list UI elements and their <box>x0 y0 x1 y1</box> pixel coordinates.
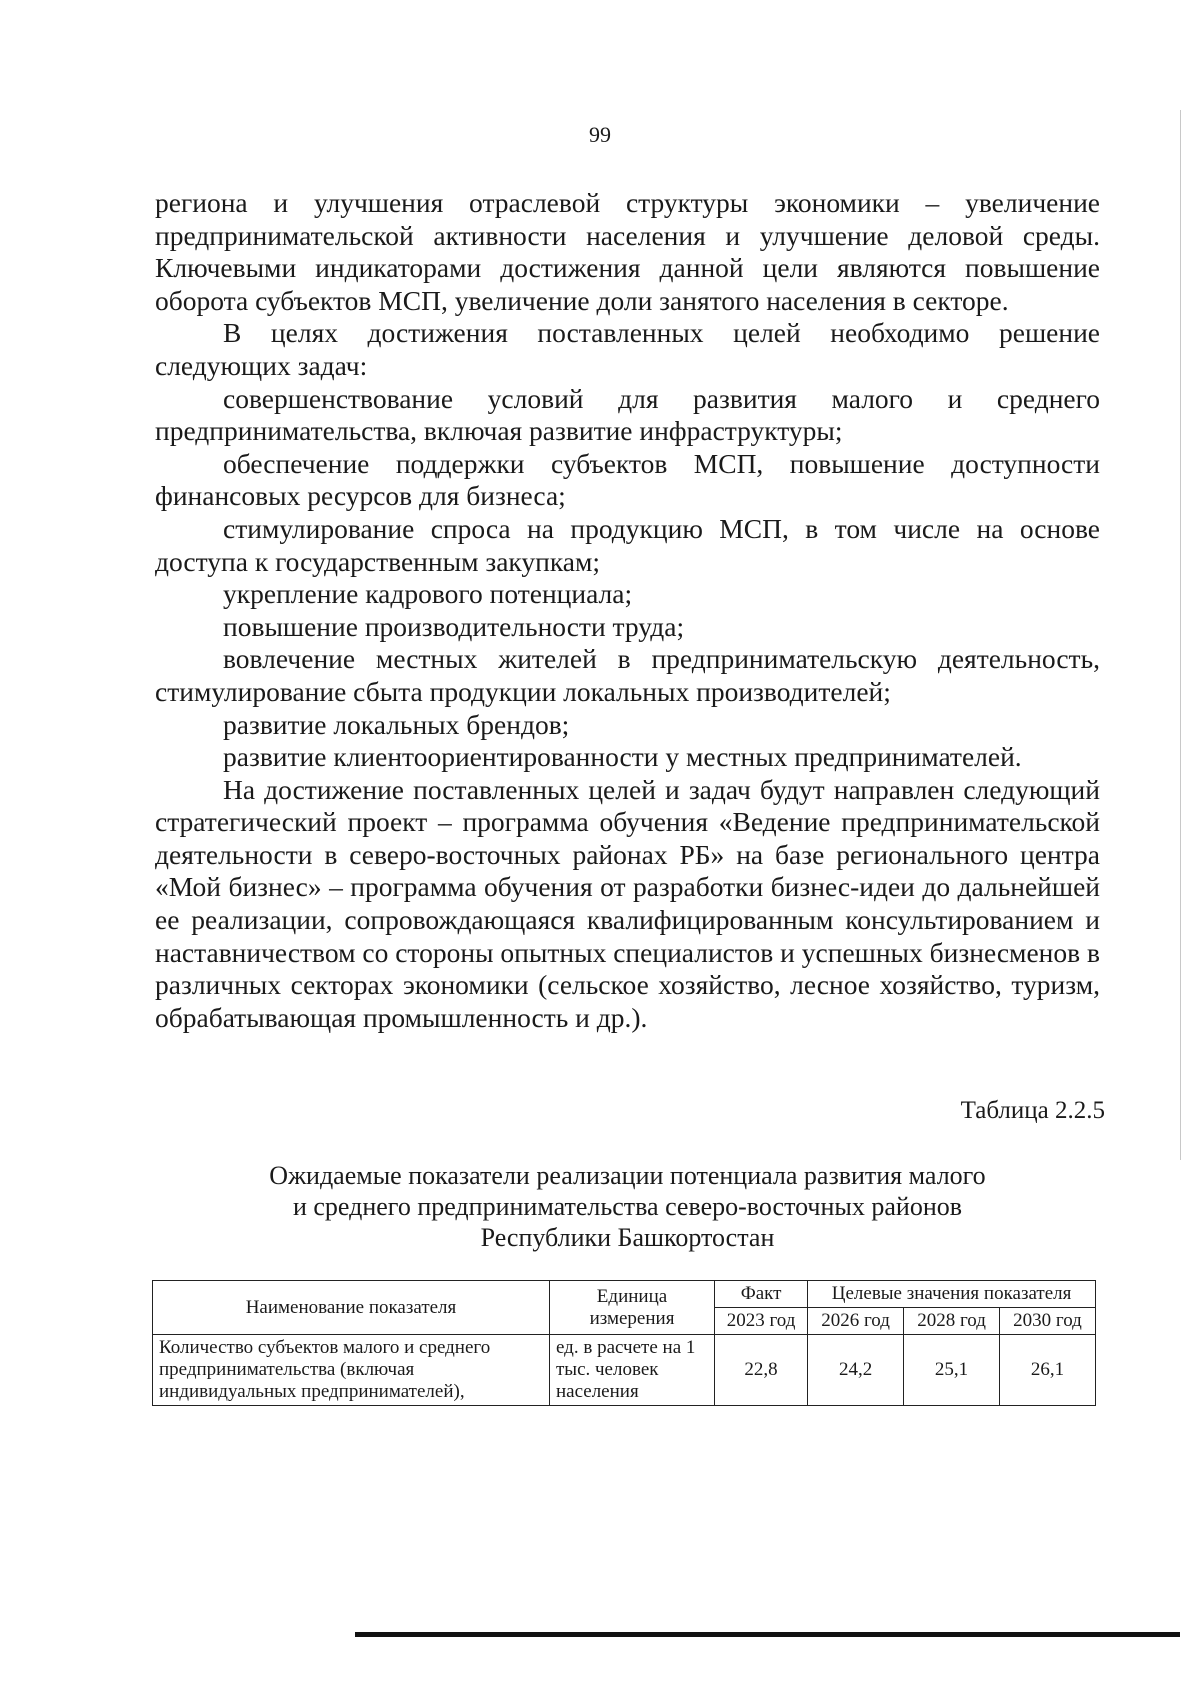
table-title-line: Республики Башкортостан <box>480 1223 775 1252</box>
task-item: обеспечение поддержки субъектов МСП, повышение доступности финансовых ресурсов для бизнеса; <box>155 447 1100 512</box>
bottom-rule <box>355 1632 1180 1637</box>
scan-margin-line <box>1180 110 1181 1160</box>
header-year: 2028 год <box>904 1308 1000 1335</box>
body-text <box>155 187 1100 1034</box>
table-header-row <box>153 1281 1096 1308</box>
task-item: совершенствование условий для развития малого и среднего предпринимательства, включая развитие инфраструктуры; <box>155 382 1100 447</box>
header-year: 2023 год <box>715 1308 808 1335</box>
task-item: развитие клиентоориентированности у местных предпринимателей. <box>223 741 1022 773</box>
header-fact: Факт <box>715 1281 808 1308</box>
header-target: Целевые значения показателя <box>808 1281 1096 1308</box>
table-title-line: Ожидаемые показатели реализации потенциала развития малого <box>269 1161 986 1190</box>
header-year: 2026 год <box>808 1308 904 1335</box>
header-year: 2030 год <box>1000 1308 1096 1335</box>
row-name: Количество субъектов малого и среднего предпринимательства (включая индивидуальных предпринимателей), <box>153 1335 550 1406</box>
page-number: 99 <box>589 122 611 147</box>
indicators-table <box>152 1280 1096 1406</box>
row-value: 25,1 <box>904 1335 1000 1406</box>
task-item: укрепление кадрового потенциала; <box>223 578 633 610</box>
table-title-line: и среднего предпринимательства северо-восточных районов <box>292 1192 963 1221</box>
header-unit: Единица измерения <box>550 1281 715 1335</box>
paragraph: региона и улучшения отраслевой структуры экономики – увеличение предпринимательской активности населения и улучшение деловой среды. Ключевыми индикаторами достижения данной цели являются повышение оборота субъектов МСП, увеличение доли занятого населения в секторе. <box>155 187 1100 316</box>
table-title <box>155 1160 1100 1253</box>
row-value: 26,1 <box>1000 1335 1096 1406</box>
task-item: вовлечение местных жителей в предпринимательскую деятельность, стимулирование сбыта продукции локальных производителей; <box>155 643 1100 707</box>
task-item: развитие локальных брендов; <box>223 708 570 740</box>
paragraph: На достижение поставленных целей и задач будут направлен следующий стратегический проект – программа обучения «Ведение предпринимательской деятельности в северо-восточных районах РБ» на базе регионального центра «Мой бизнес» – программа обучения от разработки бизнес-идеи до дальнейшей ее реализации, сопровождающаяся квалифицированным консультированием и наставничеством со стороны опытных специалистов и успешных бизнесменов в различных секторах экономики (сельское хозяйство, лесное хозяйство, туризм, обрабатывающая промышленность и др.). <box>155 773 1100 1033</box>
header-name: Наименование показателя <box>153 1281 550 1335</box>
table-row <box>153 1335 1096 1406</box>
row-value: 24,2 <box>808 1335 904 1406</box>
table-label: Таблица 2.2.5 <box>960 1097 1105 1124</box>
task-item: повышение производительности труда; <box>223 610 685 642</box>
paragraph: В целях достижения поставленных целей необходимо решение следующих задач: <box>155 317 1100 381</box>
task-item: стимулирование спроса на продукцию МСП, в том числе на основе доступа к государственным закупкам; <box>155 512 1100 577</box>
row-unit: ед. в расчете на 1 тыс. человек населения <box>550 1335 715 1406</box>
row-value: 22,8 <box>715 1335 808 1406</box>
